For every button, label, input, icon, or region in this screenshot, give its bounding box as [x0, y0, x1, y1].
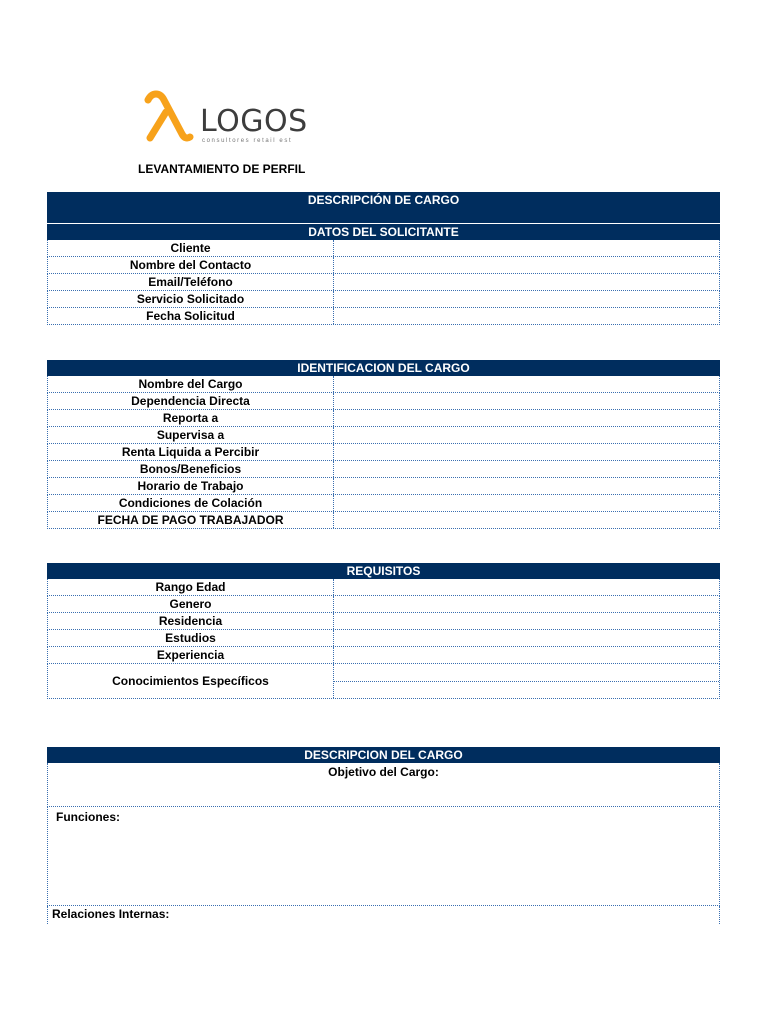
identificacion-header: IDENTIFICACION DEL CARGO [47, 360, 720, 376]
form-row-servicio [47, 291, 720, 308]
form-row-conocimientos [47, 664, 720, 699]
identificacion-section [47, 360, 720, 529]
field-label: Estudios [48, 630, 334, 646]
form-row [47, 579, 720, 596]
field-label: Bonos/Beneficios [48, 461, 334, 477]
field-value-cell[interactable] [334, 478, 719, 494]
form-row [47, 630, 720, 647]
form-row [47, 427, 720, 444]
logo-wordmark: LOGOS [200, 104, 308, 139]
field-value-cell[interactable] [334, 274, 719, 290]
field-label: Servicio Solicitado [48, 291, 334, 307]
field-label: Supervisa a [48, 427, 334, 443]
field-value-cell[interactable] [334, 376, 719, 392]
form-row [47, 478, 720, 495]
field-label: Experiencia [48, 647, 334, 663]
field-label: Nombre del Contacto [48, 257, 334, 273]
field-value-cell[interactable] [334, 444, 719, 460]
document-title: LEVANTAMIENTO DE PERFIL [138, 162, 306, 176]
field-label: Nombre del Cargo [48, 376, 334, 392]
field-label: Email/Teléfono [48, 274, 334, 290]
field-value-cell[interactable] [334, 512, 719, 528]
form-row-email [47, 274, 720, 291]
field-value-cell[interactable] [334, 291, 719, 307]
field-value-cell[interactable] [334, 308, 719, 324]
field-label: Dependencia Directa [48, 393, 334, 409]
field-label: FECHA DE PAGO TRABAJADOR [48, 512, 334, 528]
funciones-cell[interactable] [47, 807, 720, 906]
field-value-cell[interactable] [334, 647, 719, 663]
field-label: Residencia [48, 613, 334, 629]
form-row [47, 410, 720, 427]
form-row [47, 393, 720, 410]
field-label: Conocimientos Específicos [48, 664, 334, 698]
solicitante-section [47, 192, 720, 325]
form-row [47, 461, 720, 478]
descripcion-section [47, 747, 720, 924]
form-row-cliente [47, 240, 720, 257]
form-row [47, 495, 720, 512]
requisitos-header: REQUISITOS [47, 563, 720, 579]
field-value-cell[interactable] [334, 579, 719, 595]
field-value-cell[interactable] [334, 240, 719, 256]
objetivo-cell[interactable] [47, 763, 720, 807]
field-value-subcell[interactable] [334, 664, 719, 682]
field-label: Renta Liquida a Percibir [48, 444, 334, 460]
relaciones-cell[interactable] [47, 906, 720, 924]
form-row-fecha [47, 308, 720, 325]
form-row [47, 596, 720, 613]
form-row [47, 512, 720, 529]
field-value-cell[interactable] [334, 410, 719, 426]
field-label: Reporta a [48, 410, 334, 426]
field-value-subcell[interactable] [334, 682, 719, 699]
descripcion-header: DESCRIPCION DEL CARGO [47, 747, 720, 763]
form-row [47, 647, 720, 664]
field-label: Genero [48, 596, 334, 612]
field-label: Rango Edad [48, 579, 334, 595]
field-value-cell[interactable] [334, 613, 719, 629]
logo [140, 90, 310, 150]
field-value-cell[interactable] [334, 427, 719, 443]
field-value-cell[interactable] [334, 393, 719, 409]
form-row [47, 613, 720, 630]
field-value-cell[interactable] [334, 257, 719, 273]
objetivo-label: Objetivo del Cargo: [328, 765, 439, 779]
form-row [47, 444, 720, 461]
field-label: Fecha Solicitud [48, 308, 334, 324]
solicitante-header: DATOS DEL SOLICITANTE [47, 224, 720, 240]
field-value-cell[interactable] [334, 630, 719, 646]
logo-tagline: consultores retail est [202, 138, 293, 144]
form-row-contacto [47, 257, 720, 274]
field-label: Condiciones de Colación [48, 495, 334, 511]
form-row [47, 376, 720, 393]
field-value-cell[interactable] [334, 495, 719, 511]
requisitos-section [47, 563, 720, 699]
field-value-cell[interactable] [334, 596, 719, 612]
funciones-label: Funciones: [56, 810, 121, 824]
field-value-cell[interactable] [334, 461, 719, 477]
main-header: DESCRIPCIÓN DE CARGO [47, 192, 720, 223]
field-label: Horario de Trabajo [48, 478, 334, 494]
lambda-logo-icon [140, 90, 200, 146]
field-value-cell [334, 664, 719, 698]
field-label: Cliente [48, 240, 334, 256]
relaciones-label: Relaciones Internas: [52, 907, 170, 921]
